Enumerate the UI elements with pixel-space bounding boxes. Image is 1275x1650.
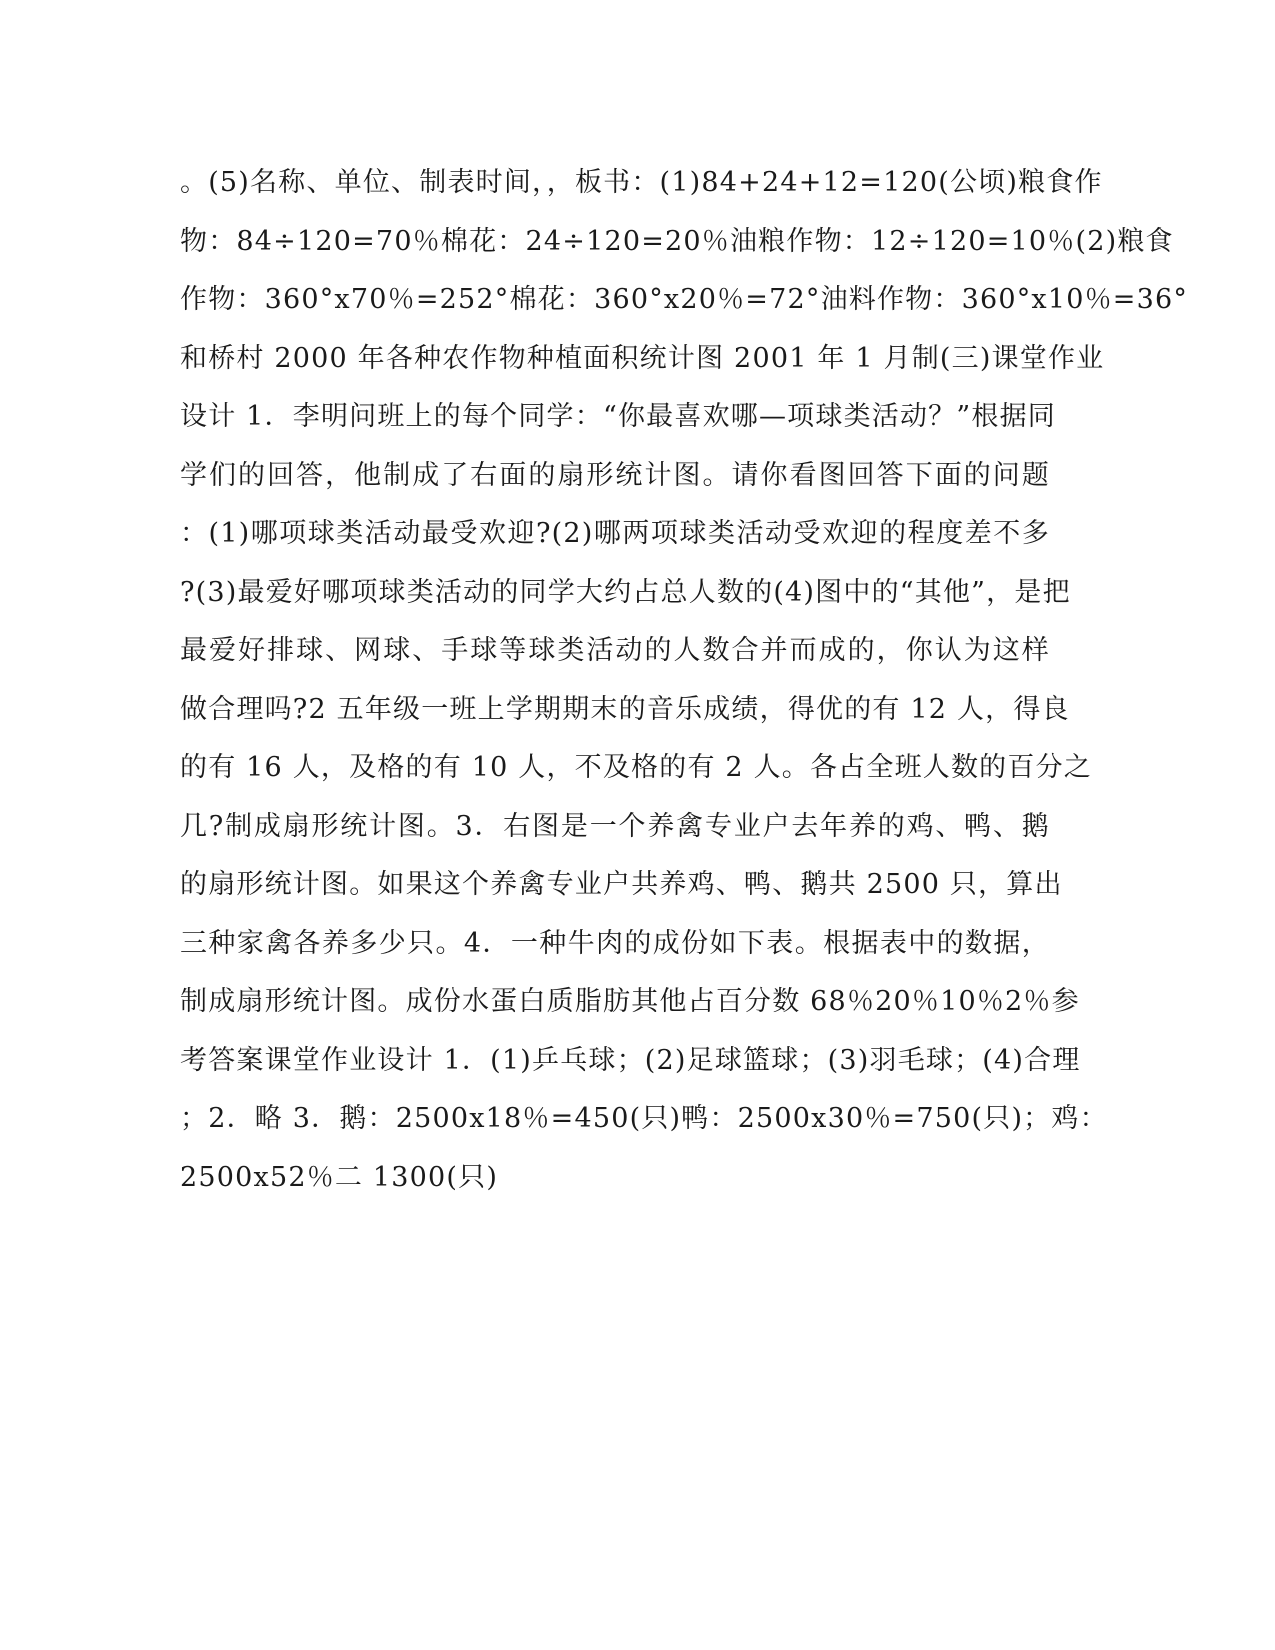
text-line: 的扇形统计图。如果这个养禽专业户共养鸡、鸭、鹅共 2500 只，算出 <box>180 869 1063 900</box>
text-line: 最爱好排球、网球、手球等球类活动的人数合并而成的，你认为这样 <box>180 635 1050 666</box>
text-line: 学们的回答，他制成了右面的扇形统计图。请你看图回答下面的问题 <box>180 459 1050 491</box>
text-line: 作物：360°x70％=252°棉花：360°x20％=72°油料作物：360°x10％=36° <box>180 284 1189 315</box>
text-line: 设计 1．李明问班上的每个同学：“你最喜欢哪—项球类活动？”根据同 <box>180 401 1056 432</box>
text-line: 做合理吗?2 五年级一班上学期期末的音乐成绩，得优的有 12 人，得良 <box>180 693 1070 725</box>
text-line: 和桥村 2000 年各种农作物种植面积统计图 2001 年 1 月制(三)课堂作业 <box>180 342 1105 374</box>
text-line: ?(3)最爱好哪项球类活动的同学大约占总人数的(4)图中的“其他”，是把 <box>180 576 1071 608</box>
text-line: 。(5)名称、单位、制表时间，，板书：(1)84+24+12=120(公顷)粮食作 <box>180 167 1103 198</box>
text-line: 物：84÷120=70％棉花：24÷120=20％油粮作物：12÷120=10％(2)粮食 <box>180 225 1174 257</box>
text-line: 2500x52％二 1300(只) <box>180 1161 499 1193</box>
text-line: 制成扇形统计图。成份水蛋白质脂肪其他占百分数 68％20％10％2％参 <box>180 986 1080 1017</box>
text-line: 三种家禽各养多少只。4．一种牛肉的成份如下表。根据表中的数据， <box>180 927 1050 959</box>
body-text <box>180 160 1189 1213</box>
text-line: 几?制成扇形统计图。3．右图是一个养禽专业户去年养的鸡、鸭、鹅 <box>180 810 1050 842</box>
text-line: ：(1)哪项球类活动最受欢迎?(2)哪两项球类活动受欢迎的程度差不多 <box>180 518 1050 549</box>
text-line: 考答案课堂作业设计 1．(1)乒乓球；(2)足球篮球；(3)羽毛球；(4)合理 <box>180 1044 1081 1076</box>
text-line: 的有 16 人，及格的有 10 人，不及格的有 2 人。各占全班人数的百分之 <box>180 752 1092 783</box>
text-line: ；2．略 3．鹅：2500x18％=450(只)鸭：2500x30％=750(只)；鸡： <box>180 1103 1108 1134</box>
